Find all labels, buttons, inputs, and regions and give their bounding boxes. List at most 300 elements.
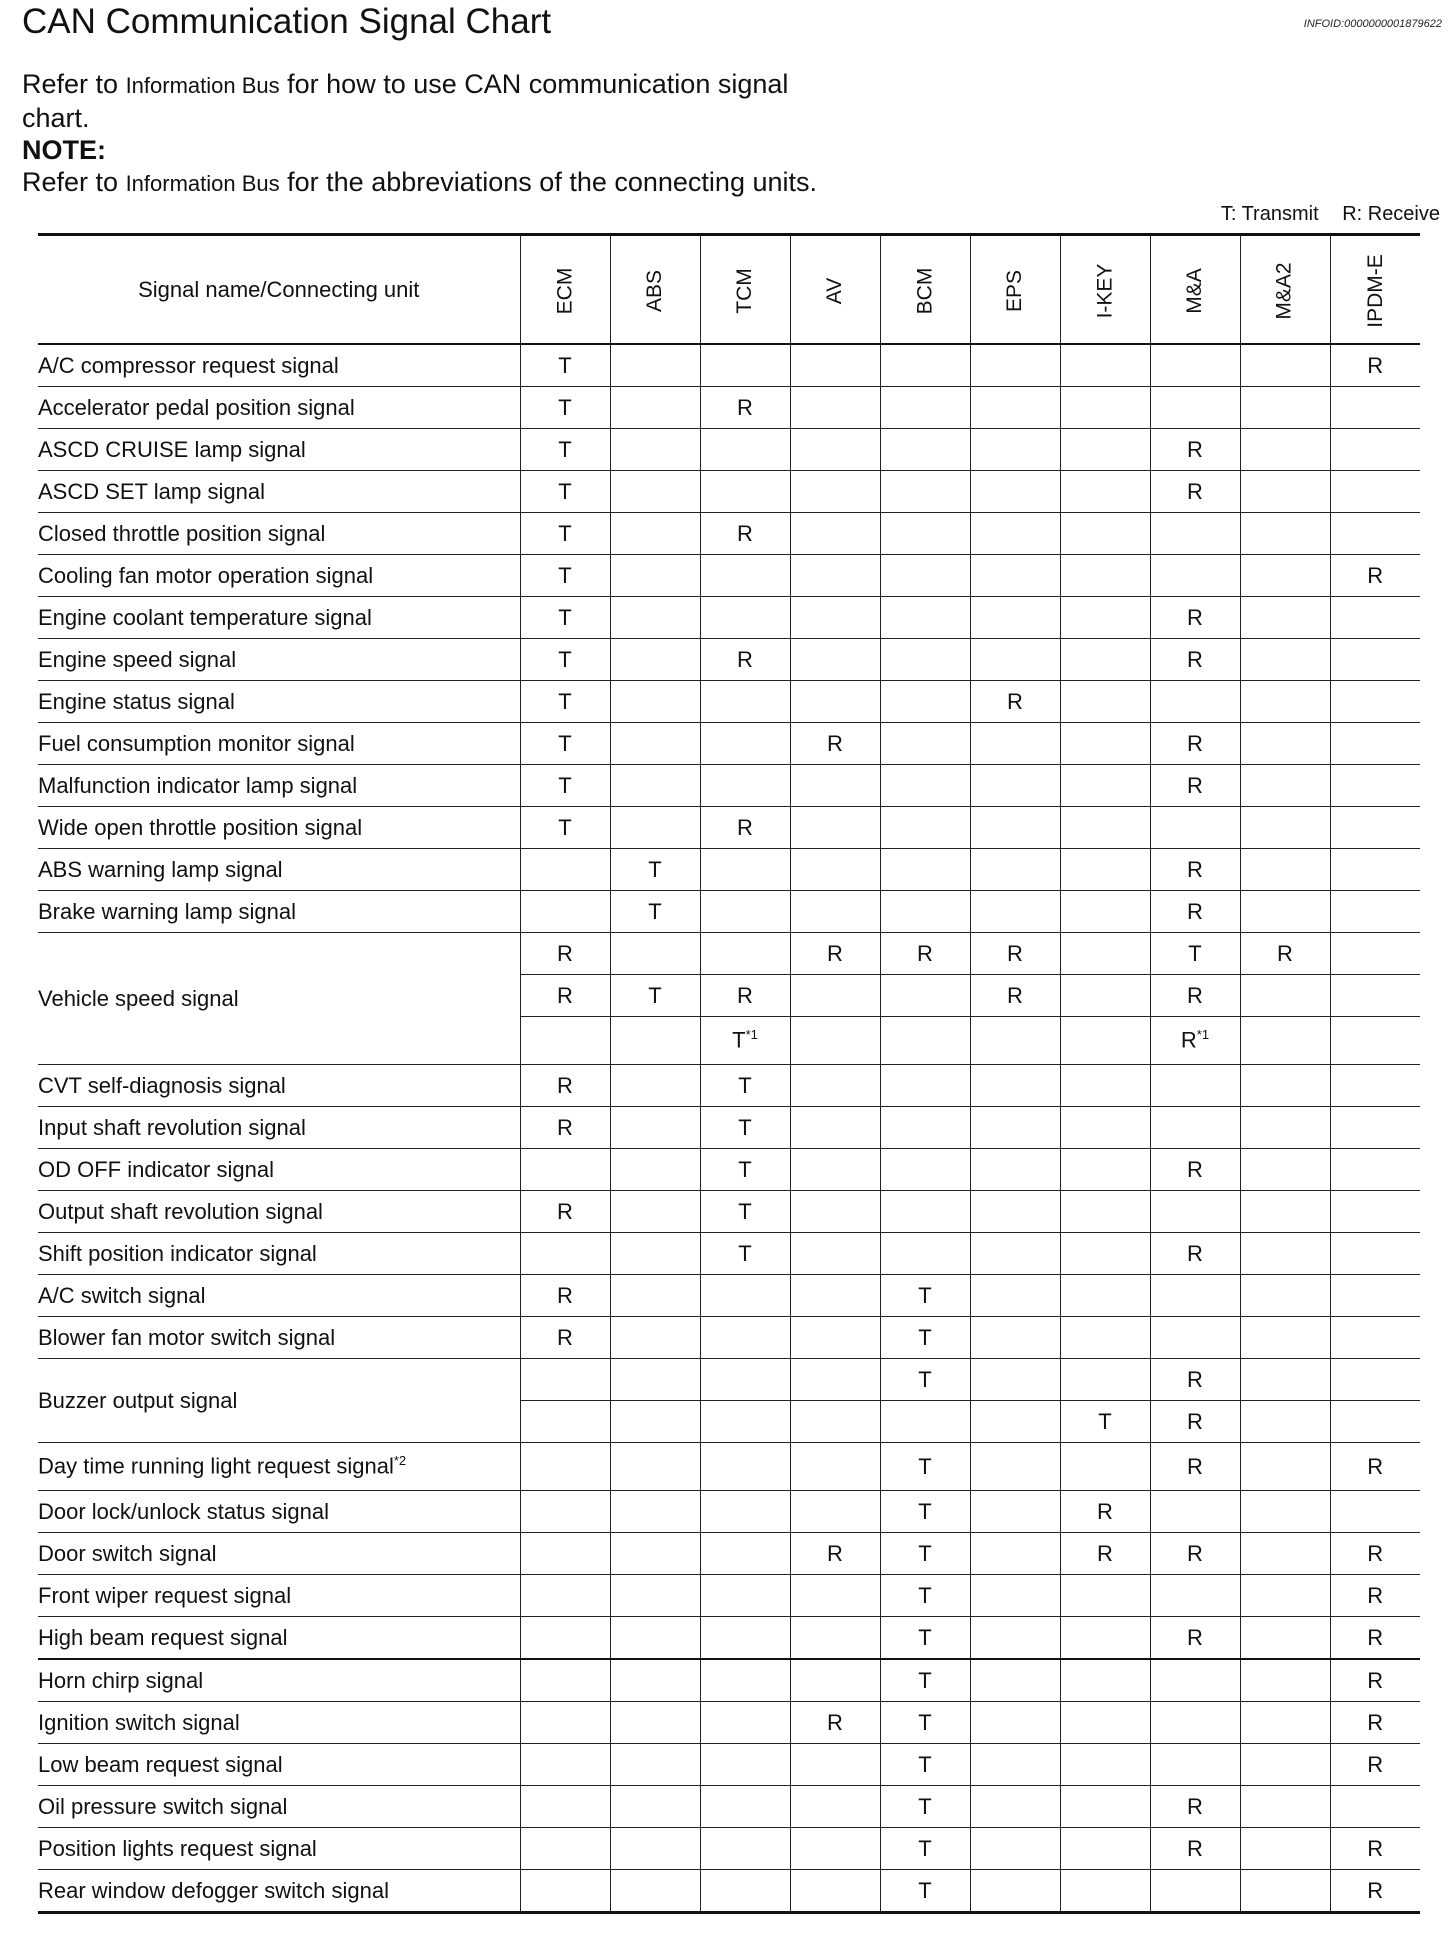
signal-cell [520,387,610,429]
table-row [38,807,1420,849]
signal-name [38,387,520,429]
signal-cell [1240,1533,1330,1575]
signal-cell [1150,1107,1240,1149]
signal-cell [790,1017,880,1065]
signal-cell [610,344,700,387]
table-row [38,849,1420,891]
cell-value: R [1187,730,1203,756]
signal-cell [790,1617,880,1660]
signal-cell [610,933,700,975]
signal-name [38,1575,520,1617]
signal-cell [1240,1233,1330,1275]
signal-cell [880,1533,970,1575]
intro-text-fragment: Refer to [22,167,119,197]
signal-cell [610,1443,700,1491]
signal-cell [1150,975,1240,1017]
unit-header [970,235,1060,345]
signal-cell [700,1617,790,1660]
signal-cell [880,765,970,807]
table-row [38,1702,1420,1744]
signal-cell [520,807,610,849]
signal-cell [700,1401,790,1443]
signal-name-text: Rear window defogger switch signal [38,1877,389,1903]
signal-cell [880,1107,970,1149]
signal-cell [790,1275,880,1317]
signal-cell [1330,1828,1420,1870]
signal-cell [970,975,1060,1017]
cell-value: T [558,394,572,420]
signal-cell [880,807,970,849]
signal-name [38,1786,520,1828]
footnote-mark: *1 [1196,1027,1210,1043]
table-row [38,1359,1420,1401]
signal-cell [790,681,880,723]
signal-cell [970,1401,1060,1443]
signal-name-text: High beam request signal [38,1624,288,1650]
signal-name [38,1617,520,1660]
signal-cell [1150,387,1240,429]
signal-cell [790,1401,880,1443]
signal-cell [520,1786,610,1828]
signal-cell [790,975,880,1017]
signal-cell [1330,1575,1420,1617]
signal-cell [520,1275,610,1317]
signal-cell [790,1533,880,1575]
signal-cell [610,765,700,807]
table-row [38,1065,1420,1107]
cell-value: T [558,772,572,798]
signal-cell [610,1870,700,1913]
signal-cell [970,1491,1060,1533]
signal-cell [610,639,700,681]
signal-cell [520,1149,610,1191]
signal-cell [1060,891,1150,933]
cell-value: R [1367,1835,1384,1861]
signal-name [38,681,520,723]
cell-value: T [918,1667,932,1693]
cell-value: R [1097,1498,1113,1524]
signal-cell [520,1233,610,1275]
signal-cell [700,1870,790,1913]
signal-cell [1240,1317,1330,1359]
cell-value: R [1187,1835,1203,1861]
signal-cell [1150,1401,1240,1443]
signal-cell [790,639,880,681]
signal-cell [610,1191,700,1233]
table-row [38,597,1420,639]
signal-cell [1150,1744,1240,1786]
signal-cell [1330,1107,1420,1149]
signal-cell [1060,1702,1150,1744]
signal-cell [970,681,1060,723]
signal-name [38,1659,520,1702]
signal-cell [970,1828,1060,1870]
signal-cell [1330,1065,1420,1107]
signal-cell [700,891,790,933]
cell-value: R [737,982,753,1008]
signal-cell [1060,513,1150,555]
signal-cell [520,1617,610,1660]
signal-cell [1060,344,1150,387]
table-row [38,765,1420,807]
signal-cell [970,1065,1060,1107]
signal-cell [610,1659,700,1702]
signal-cell [1240,1575,1330,1617]
signal-cell [700,387,790,429]
signal-cell [1150,513,1240,555]
signal-cell [970,1786,1060,1828]
signal-cell [1330,723,1420,765]
signal-cell [700,471,790,513]
signal-name-header: Signal name/Connecting unit [38,235,520,345]
signal-cell [1240,1617,1330,1660]
signal-name [38,597,520,639]
can-signal-table [38,233,1420,1914]
signal-cell [1240,849,1330,891]
signal-name [38,639,520,681]
signal-cell [700,429,790,471]
signal-cell [880,1575,970,1617]
table-row [38,555,1420,597]
signal-cell [1060,1744,1150,1786]
signal-cell [520,555,610,597]
signal-cell [880,1617,970,1660]
signal-cell [970,1275,1060,1317]
signal-name-text: ASCD CRUISE lamp signal [38,436,306,462]
signal-cell [520,723,610,765]
signal-cell [1060,1659,1150,1702]
signal-cell [880,344,970,387]
cell-value: R [1187,772,1203,798]
cell-value: R [1367,1877,1384,1903]
signal-cell [880,639,970,681]
cell-value: T [558,562,572,588]
signal-cell [1150,1702,1240,1744]
signal-cell [1060,1149,1150,1191]
signal-cell [1240,1828,1330,1870]
signal-cell [610,597,700,639]
signal-cell [700,639,790,681]
cell-value: R [557,1324,573,1350]
signal-cell [970,1107,1060,1149]
signal-cell [1240,1359,1330,1401]
signal-cell [1330,891,1420,933]
signal-cell [880,1317,970,1359]
cell-value: R [1187,898,1203,924]
signal-cell [970,555,1060,597]
unit-header [1330,235,1420,345]
signal-cell [1330,1443,1420,1491]
table-row [38,891,1420,933]
table-row [38,513,1420,555]
signal-cell [610,1744,700,1786]
signal-cell [880,1233,970,1275]
cell-value: R [1007,688,1023,714]
signal-cell [1240,555,1330,597]
signal-cell [610,723,700,765]
signal-name-text: Brake warning lamp signal [38,898,297,924]
table-row [38,933,1420,975]
signal-name-text: Door lock/unlock status signal [38,1498,330,1524]
signal-cell [520,1870,610,1913]
signal-cell [520,1107,610,1149]
signal-name-text: Low beam request signal [38,1751,283,1777]
signal-cell [790,1149,880,1191]
signal-name [38,933,520,1065]
signal-cell [610,471,700,513]
signal-cell [700,555,790,597]
signal-cell [1060,933,1150,975]
signal-cell [1240,387,1330,429]
signal-name [38,1828,520,1870]
signal-name [38,555,520,597]
info-id: INFOID:0000000001879622 [1303,18,1442,30]
signal-cell [1240,1744,1330,1786]
cell-value: R [827,1540,843,1566]
signal-cell [1150,933,1240,975]
signal-cell [1150,1017,1240,1065]
signal-cell [610,1491,700,1533]
signal-cell [1240,1443,1330,1491]
signal-cell [520,429,610,471]
legend-transmit: T: Transmit [1220,203,1319,225]
cell-value: T [738,1072,752,1098]
signal-cell [1060,1017,1150,1065]
legend [1203,203,1440,226]
unit-header [1240,235,1330,345]
signal-name-text: Day time running light request signal [38,1453,394,1479]
signal-cell [1060,1275,1150,1317]
signal-name-text: Engine coolant temperature signal [38,604,372,630]
signal-cell [1330,1275,1420,1317]
signal-cell [880,1401,970,1443]
signal-cell [520,1317,610,1359]
cell-value: T [918,1453,932,1479]
signal-cell [1150,1191,1240,1233]
signal-cell [610,681,700,723]
signal-cell [790,387,880,429]
cell-value: T [738,1114,752,1140]
cell-value: R [1367,1453,1384,1479]
signal-cell [700,1107,790,1149]
signal-name-text: CVT self-diagnosis signal [38,1072,286,1098]
cell-value: R [1367,1751,1384,1777]
signal-cell [790,1870,880,1913]
signal-cell [1330,1401,1420,1443]
signal-cell [880,1275,970,1317]
table-row [38,1191,1420,1233]
signal-cell [610,513,700,555]
table-row [38,1443,1420,1491]
unit-header [520,235,610,345]
cell-value: R [1007,940,1023,966]
signal-cell [880,975,970,1017]
cell-value: R [557,982,573,1008]
signal-cell [700,1443,790,1491]
unit-header-label: M&A2 [1273,261,1296,320]
signal-cell [1330,1491,1420,1533]
cell-value: R [557,1198,573,1224]
cell-value: R [557,940,573,966]
signal-name [38,1191,520,1233]
cell-value: R [1187,1156,1203,1182]
information-bus-link-1[interactable]: Information Bus [125,73,280,98]
signal-cell [1150,1443,1240,1491]
signal-cell [1060,429,1150,471]
signal-cell [520,933,610,975]
table-header-row [38,235,1420,345]
signal-cell [700,849,790,891]
signal-cell [1240,513,1330,555]
signal-cell [610,1617,700,1660]
signal-cell [700,513,790,555]
cell-value: T [918,1540,932,1566]
signal-name-text: Closed throttle position signal [38,520,326,546]
signal-name-text: Shift position indicator signal [38,1240,317,1266]
signal-cell [1240,597,1330,639]
signal-cell [1150,1828,1240,1870]
signal-cell [1150,471,1240,513]
signal-cell [790,1443,880,1491]
cell-value: T [918,1877,932,1903]
cell-value: T [738,1240,752,1266]
signal-cell [700,1491,790,1533]
table-row [38,1533,1420,1575]
signal-cell [610,1533,700,1575]
signal-cell [1240,933,1330,975]
signal-cell [1150,1575,1240,1617]
signal-name [38,1443,520,1491]
signal-cell [880,387,970,429]
signal-cell [790,429,880,471]
cell-value: R [1187,1408,1203,1434]
signal-cell [790,344,880,387]
signal-cell [790,765,880,807]
signal-name [38,1149,520,1191]
signal-cell [1330,807,1420,849]
signal-cell [1060,723,1150,765]
signal-cell [970,933,1060,975]
signal-cell [1150,1359,1240,1401]
signal-cell [1330,975,1420,1017]
signal-cell [1150,1533,1240,1575]
signal-cell [970,429,1060,471]
signal-cell [520,1575,610,1617]
cell-value: T [918,1282,932,1308]
signal-cell [1150,555,1240,597]
signal-cell [1150,1233,1240,1275]
signal-cell [700,807,790,849]
signal-cell [880,429,970,471]
signal-cell [610,1575,700,1617]
cell-value: R [1187,1366,1203,1392]
signal-name-text: Engine status signal [38,688,235,714]
unit-header [880,235,970,345]
cell-value: T [558,352,572,378]
signal-name [38,1317,520,1359]
signal-cell [1150,807,1240,849]
unit-header [1150,235,1240,345]
signal-cell [700,597,790,639]
signal-cell [1240,1149,1330,1191]
cell-value: R [1367,562,1384,588]
signal-cell [520,1359,610,1401]
signal-cell [520,597,610,639]
signal-cell [700,681,790,723]
cell-value: T [738,1198,752,1224]
signal-cell [1150,597,1240,639]
cell-value: R [737,646,753,672]
signal-cell [1330,1317,1420,1359]
signal-cell [1150,1065,1240,1107]
cell-value: T [918,1498,932,1524]
signal-cell [520,1065,610,1107]
signal-cell [1060,387,1150,429]
signal-name-text: Ignition switch signal [38,1709,240,1735]
cell-value: T [558,688,572,714]
information-bus-link-2[interactable]: Information Bus [125,171,280,196]
signal-cell [1330,555,1420,597]
cell-value: T [918,1582,932,1608]
cell-value: R [1367,1582,1384,1608]
signal-cell [1330,1786,1420,1828]
signal-cell [1060,975,1150,1017]
signal-cell [1240,1191,1330,1233]
signal-cell [700,1017,790,1065]
table-row [38,1107,1420,1149]
signal-cell [880,723,970,765]
signal-cell [520,1401,610,1443]
cell-value: R [557,1114,573,1140]
signal-cell [1330,344,1420,387]
signal-cell [1150,681,1240,723]
signal-cell [700,1275,790,1317]
signal-cell [1060,681,1150,723]
signal-cell [1060,639,1150,681]
signal-cell [970,1191,1060,1233]
signal-cell [970,849,1060,891]
signal-name [38,429,520,471]
signal-cell [790,471,880,513]
signal-cell [970,1233,1060,1275]
signal-cell [790,807,880,849]
unit-header-label: AV [823,277,846,304]
signal-name [38,1702,520,1744]
cell-value: R [1187,1240,1203,1266]
signal-cell [610,555,700,597]
signal-cell [610,1149,700,1191]
signal-cell [1240,1401,1330,1443]
signal-cell [880,555,970,597]
unit-header-label: M&A [1182,267,1206,314]
signal-cell [610,1233,700,1275]
signal-cell [880,1870,970,1913]
signal-name [38,1533,520,1575]
cell-value: R [737,394,753,420]
signal-name-text: Buzzer output signal [38,1387,238,1413]
signal-cell [970,1317,1060,1359]
signal-cell [970,1017,1060,1065]
signal-cell [610,1275,700,1317]
table-row [38,387,1420,429]
signal-name [38,807,520,849]
signal-cell [1060,807,1150,849]
signal-cell [1060,1617,1150,1660]
cell-value: R [1367,1624,1384,1650]
signal-name [38,344,520,387]
cell-value: T [918,1324,932,1350]
intro-text-fragment: for how to use CAN communication signal [287,69,789,99]
